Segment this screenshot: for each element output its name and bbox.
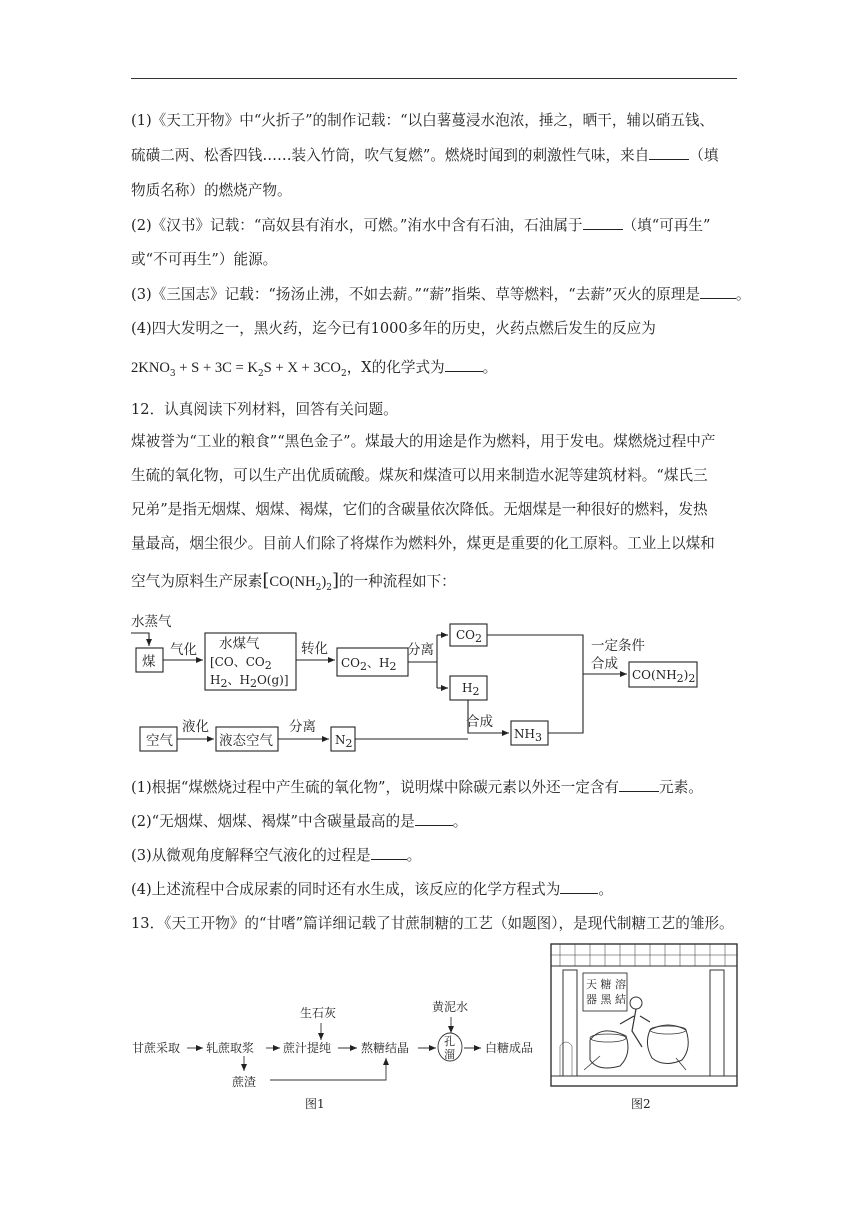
q11-item2-line2: 或“不可再生”）能源。 — [131, 251, 278, 268]
co2-label: CO2 — [456, 628, 483, 645]
q11-item4: (4)四大发明之一，黑火药，迄今已有1000多年的历史，火药点燃后发生的反应为 — [131, 320, 656, 337]
water-gas-line2: [CO、CO2 — [210, 655, 272, 672]
sugar-workshop-illustration — [551, 944, 737, 1086]
gasify-label: 气化 — [170, 642, 197, 658]
arrow-bagasse-crystal — [270, 1058, 386, 1080]
input-mud: 黄泥水 — [432, 1000, 469, 1014]
nh3-label: NH3 — [514, 727, 542, 744]
water-gas-title: 水煤气 — [219, 636, 260, 652]
urea-label: CO(NH2)2 — [632, 668, 696, 685]
q12-material-line3: 兄弟”是指无烟煤、烟煤、褐煤，它们的含碳量依次降低。无烟煤是一种很好的燃料，发热 — [131, 501, 708, 518]
q11-item1-line3: 物质名称）的燃烧产物。 — [131, 182, 292, 199]
step-press: 轧蔗取浆 — [206, 1041, 255, 1055]
q12-question2: (2)“无烟煤、烟煤、褐煤”中含碳量最高的是 。 — [131, 813, 468, 830]
q12-material-line2: 生硫的氧化物，可以生产出优质硫酸。煤灰和煤渣可以用来制造水泥等建筑材料。“煤氏三 — [131, 467, 708, 484]
illustration-sign-row2: 器 黑 結 — [586, 993, 626, 1006]
liquid-air-label: 液态空气 — [219, 733, 273, 749]
step-purify: 蔗汁提纯 — [283, 1041, 332, 1055]
lou-char1: 孔 — [444, 1035, 455, 1048]
co2-h2-label: CO2、H2 — [341, 656, 397, 673]
n2-label: N2 — [335, 733, 353, 750]
separate2-label: 分离 — [289, 719, 316, 735]
q12-heading: 12．认真阅读下列材料，回答有关问题。 — [131, 401, 398, 418]
coal-label: 煤 — [142, 654, 156, 670]
convert-label: 转化 — [301, 641, 328, 657]
h2-label: H2 — [462, 681, 480, 698]
q12-question4: (4)上述流程中合成尿素的同时还有水生成，该反应的化学方程式为 。 — [131, 881, 613, 898]
condition-label: 一定条件 — [591, 638, 645, 654]
step-harvest: 甘蔗采取 — [132, 1041, 181, 1055]
separate1-label: 分离 — [407, 642, 434, 658]
q12-material-line4: 量最高，烟尘很少。目前人们除了将煤作为燃料外，煤更是重要的化工原料。工业上以煤和 — [131, 535, 715, 552]
water-gas-line3: H2、H2O(g)] — [210, 673, 289, 690]
lou-char2: 溜 — [444, 1048, 455, 1061]
q13-heading: 13．《天工开物》的“甘嗜”篇详细记载了甘蔗制糖的工艺（如题图），是现代制糖工艺的雏形。 — [131, 915, 734, 932]
q11-equation-line: $2KNO_3 + S + 3C = K_2S + X + 3CO_2$，X的化学式为 。 — [131, 359, 498, 379]
input-lime: 生石灰 — [300, 1006, 337, 1020]
q12-question3: (3)从微观角度解释空气液化的过程是 。 — [131, 847, 422, 864]
steam-label: 水蒸气 — [131, 614, 172, 630]
figure2-caption: 图2 — [631, 1097, 651, 1111]
q11-item1-line2: 硫磺二两、松香四钱……装入竹筒，吹气复燃”。燃烧时闻到的刺激性气味，来自 （填 — [131, 147, 719, 164]
byproduct-bagasse: 蔗渣 — [232, 1075, 257, 1089]
q12-material-line5: 空气为原料生产尿素$[CO(NH_2)_2]$的一种流程如下： — [131, 570, 456, 593]
q12-material-line1: 煤被誉为“工业的粮食”“黑色金子”。煤最大的用途是作为燃料，用于发电。煤燃烧过程中产 — [131, 433, 716, 450]
q11-item2-line1: (2)《汉书》记载：“高奴县有洧水，可燃。”洧水中含有石油，石油属于 （填“可再生” — [131, 217, 711, 234]
liquefy-label: 液化 — [182, 719, 209, 735]
q11-item3: (3)《三国志》记载：“扬汤止沸，不如去薪。”“薪”指柴、草等燃料，“去薪”灭火的原理是 。 — [131, 286, 751, 303]
q12-question1: (1)根据“煤燃烧过程中产生硫的氧化物”，说明煤中除碳元素以外还一定含有 元素。 — [131, 779, 703, 796]
step-crystal: 熬糖结晶 — [361, 1041, 410, 1055]
air-label: 空气 — [146, 733, 173, 749]
step-sugar: 白糖成品 — [485, 1041, 534, 1055]
synth-nh3-label: 合成 — [466, 714, 493, 730]
q11-item1-line1: (1)《天工开物》中“火折子”的制作记载：“以白薯蔓浸水泡浓，捶之，晒干，辅以硝五钱、 — [131, 112, 715, 129]
illustration-sign-row1: 天 糖 溶 — [586, 978, 626, 991]
synth-urea-label: 合成 — [591, 656, 618, 672]
figure1-caption: 图1 — [305, 1097, 325, 1111]
